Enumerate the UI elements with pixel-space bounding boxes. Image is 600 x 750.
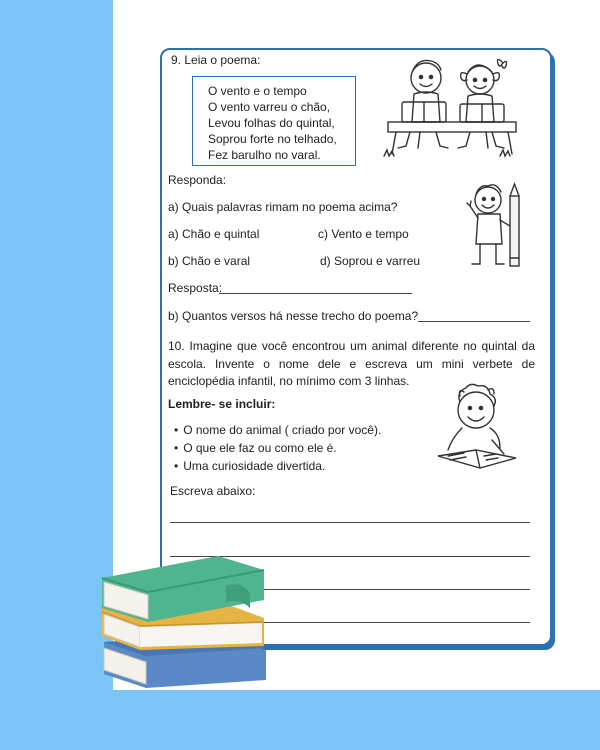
remember-heading: Lembre- se incluir: [168, 397, 276, 411]
poem-line-3: Levou folhas do quintal, [208, 116, 335, 130]
answer-label: Resposta: [168, 281, 223, 295]
boy-with-pencil-icon [464, 180, 528, 276]
child-writing-icon [436, 384, 518, 484]
list-item: • O que ele faz ou como ele é. [174, 439, 381, 457]
question-10-text: 10. Imagine que você encontrou um animal diferente no quintal da escola. Invente o nome dele e escreva um mini verbete de enciclopédia infantil, no mínimo com 3 linhas. [168, 339, 535, 388]
option-d: d) Soprou e varreu [320, 254, 421, 268]
checklist [174, 421, 381, 475]
list-item: • Uma curiosidade divertida. [174, 457, 381, 475]
respond-label: Responda: [168, 173, 227, 187]
poem-line-2: O vento varreu o chão, [208, 100, 331, 114]
poem-box [192, 76, 356, 166]
question-9a: a) Quais palavras rimam no poema acima? [168, 200, 398, 214]
poem-line-4: Soprou forte no telhado, [208, 132, 337, 146]
poem-line-1: O vento e o tempo [208, 84, 307, 98]
answer-line[interactable] [219, 293, 412, 294]
verse-count-line[interactable] [418, 321, 530, 322]
kids-reading-icon [380, 56, 525, 160]
list-item: • O nome do animal ( criado por você). [174, 421, 381, 439]
write-label: Escreva abaixo: [170, 484, 256, 498]
writing-line-1[interactable] [170, 522, 530, 523]
option-b: b) Chão e varal [168, 254, 251, 268]
question-9b: b) Quantos versos há nesse trecho do poema? [168, 309, 419, 323]
option-a: a) Chão e quintal [168, 227, 260, 241]
question-9-title: 9. Leia o poema: [171, 53, 261, 67]
option-c: c) Vento e tempo [318, 227, 409, 241]
poem-line-5: Fez barulho no varal. [208, 148, 321, 162]
books-stack-icon [96, 552, 268, 690]
